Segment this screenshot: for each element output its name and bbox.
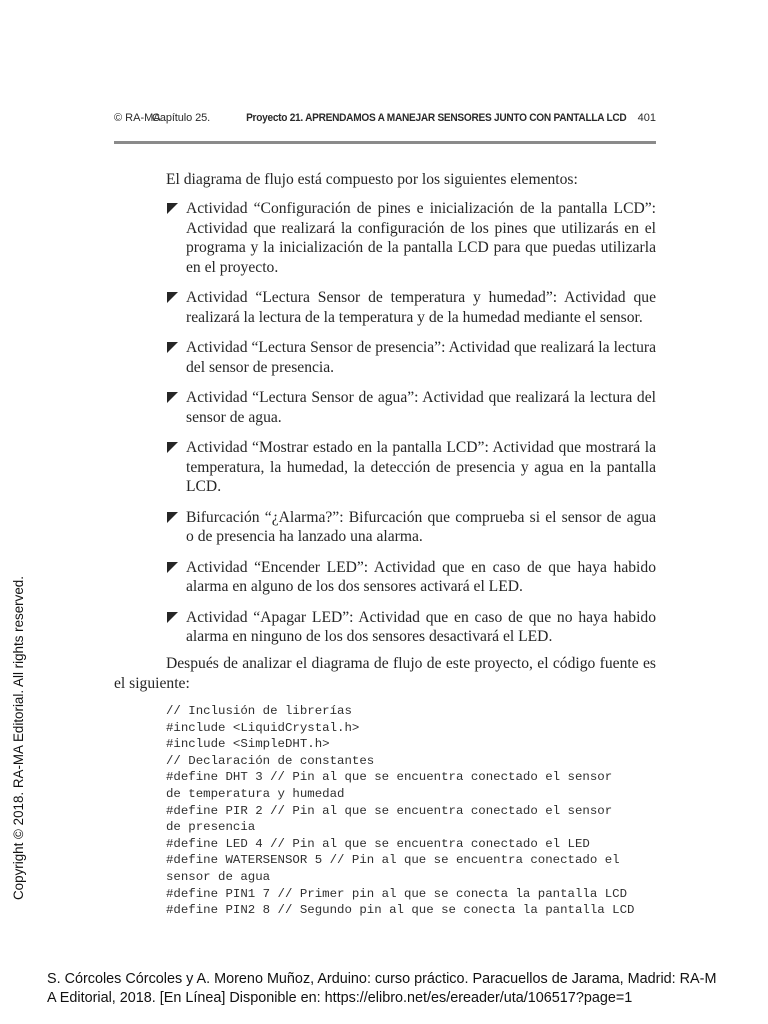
code-line: #define PIN2 8 // Segundo pin al que se conecta la pantalla LCD <box>166 903 635 918</box>
copyright-notice: Copyright © 2018. RA-MA Editorial. All rights reserved. <box>11 576 26 900</box>
list-item <box>166 608 656 647</box>
header-chapter: Capítulo 25. <box>151 112 211 124</box>
list-item <box>166 338 656 377</box>
list-item <box>166 388 656 427</box>
list-item <box>166 438 656 497</box>
header-rule <box>114 141 656 144</box>
bullet-text: Actividad “Mostrar estado en la pantalla LCD”: Actividad que mostrará la temperatura, la humedad, la detección de presencia y agua en la pantalla LCD. <box>186 439 656 495</box>
list-item <box>166 508 656 547</box>
bullet-list <box>166 199 656 658</box>
code-intro-paragraph: Después de analizar el diagrama de flujo de este proyecto, el código fuente es el siguiente: <box>114 655 656 692</box>
citation-line-1: S. Córcoles Córcoles y A. Moreno Muñoz, Arduino: curso práctico. Paracuellos de Jarama, Madrid: RA-M <box>47 971 717 987</box>
code-line: #define PIR 2 // Pin al que se encuentra conectado el sensor <box>166 803 613 818</box>
triangle-bullet-icon <box>167 292 178 303</box>
code-line: de presencia <box>166 820 256 835</box>
list-item <box>166 199 656 277</box>
code-line: // Declaración de constantes <box>166 753 375 768</box>
code-line: #define LED 4 // Pin al que se encuentra conectado el LED <box>166 836 590 851</box>
triangle-bullet-icon <box>167 612 178 623</box>
triangle-bullet-icon <box>167 562 178 573</box>
code-line: #include <LiquidCrystal.h> <box>166 720 360 735</box>
bullet-text: Actividad “Encender LED”: Actividad que en caso de que haya habido alarma en alguno de los dos sensores activará el LED. <box>186 558 656 595</box>
code-line: #define DHT 3 // Pin al que se encuentra conectado el sensor <box>166 770 613 785</box>
intro-paragraph: El diagrama de flujo está compuesto por los siguientes elementos: <box>166 171 578 188</box>
bullet-text: Actividad “Lectura Sensor de agua”: Actividad que realizará la lectura del sensor de agua. <box>186 389 656 426</box>
header-chapter-title <box>152 112 656 124</box>
code-line: sensor de agua <box>166 869 271 884</box>
code-line: #define PIN1 7 // Primer pin al que se conecta la pantalla LCD <box>166 886 628 901</box>
list-item <box>166 288 656 327</box>
triangle-bullet-icon <box>167 392 178 403</box>
triangle-bullet-icon <box>167 442 178 453</box>
code-block <box>166 703 656 919</box>
citation <box>47 970 768 1008</box>
page-number: 401 <box>637 112 656 124</box>
bullet-text: Actividad “Lectura Sensor de temperatura y humedad”: Actividad que realizará la lectura de la temperatura y de la humedad mediante el sensor. <box>186 289 656 326</box>
triangle-bullet-icon <box>167 512 178 523</box>
triangle-bullet-icon <box>167 342 178 353</box>
bullet-text: Actividad “Configuración de pines e inicialización de la pantalla LCD”: Actividad que realizará la configuración de los pines que utilizarás en el programa y la inicialización de la pantalla LCD para que puedas utilizarla en el proyecto. <box>186 200 656 276</box>
code-line: #include <SimpleDHT.h> <box>166 737 330 752</box>
code-line: de temperatura y humedad <box>166 786 345 801</box>
list-item <box>166 558 656 597</box>
header-title: Proyecto 21. APRENDAMOS A MANEJAR SENSORES JUNTO CON PANTALLA LCD <box>246 112 627 124</box>
citation-line-2: A Editorial, 2018. [En Línea] Disponible en: https://elibro.net/es/ereader/uta/106517?page=1 <box>47 990 633 1006</box>
code-line: // Inclusión de librerías <box>166 704 352 718</box>
header-publisher: © RA-MA <box>114 112 161 124</box>
code-line: #define WATERSENSOR 5 // Pin al que se encuentra conectado el <box>166 853 620 868</box>
bullet-text: Actividad “Lectura Sensor de presencia”: Actividad que realizará la lectura del sensor de presencia. <box>186 339 656 376</box>
bullet-text: Actividad “Apagar LED”: Actividad que en caso de que no haya habido alarma en ninguno de los dos sensores desactivará el LED. <box>186 608 656 645</box>
triangle-bullet-icon <box>167 203 178 214</box>
bullet-text: Bifurcación “¿Alarma?”: Bifurcación que comprueba si el sensor de agua o de presencia ha lanzado una alarma. <box>186 508 656 545</box>
running-header <box>114 112 656 132</box>
